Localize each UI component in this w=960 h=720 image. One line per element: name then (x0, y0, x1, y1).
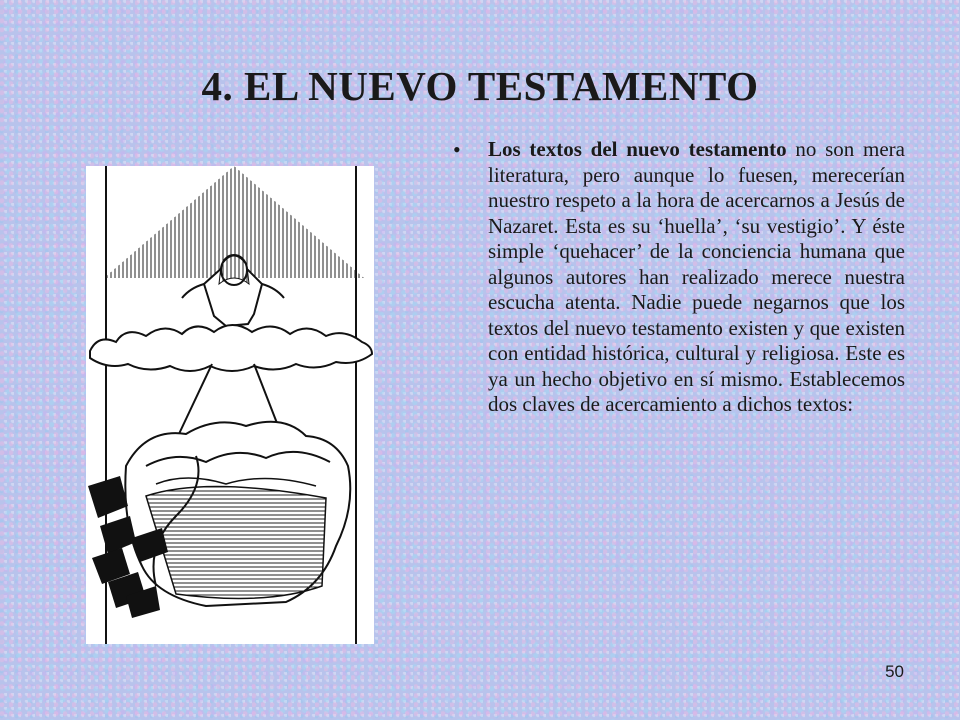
bullet-lead-text: Los textos del nuevo testamento (488, 137, 787, 161)
jesus-over-clouds-drawing (86, 166, 374, 644)
bullet-body-text: no son mera literatura, pero aunque lo fuesen, merecerían nuestro respeto a la hora de acercarnos a Jesús de Nazaret. Esta es su ‘huella’, ‘su vestigio’. Y éste simple ‘quehacer’ de la conciencia humana que algunos autores han realizado merece nuestra escucha atenta. Nadie puede negarnos que los textos del nuevo testamento existen y que existen con entidad histórica, cultural y religiosa. Este es ya un hecho objetivo en sí mismo. Establecemos dos claves de acercamiento a dichos textos: (488, 137, 905, 416)
bullet-marker: • (453, 137, 461, 162)
slide-title: 4. EL NUEVO TESTAMENTO (201, 63, 759, 109)
page-number: 50 (885, 662, 904, 681)
bullet-text (488, 137, 905, 418)
bullet-item (453, 137, 905, 418)
